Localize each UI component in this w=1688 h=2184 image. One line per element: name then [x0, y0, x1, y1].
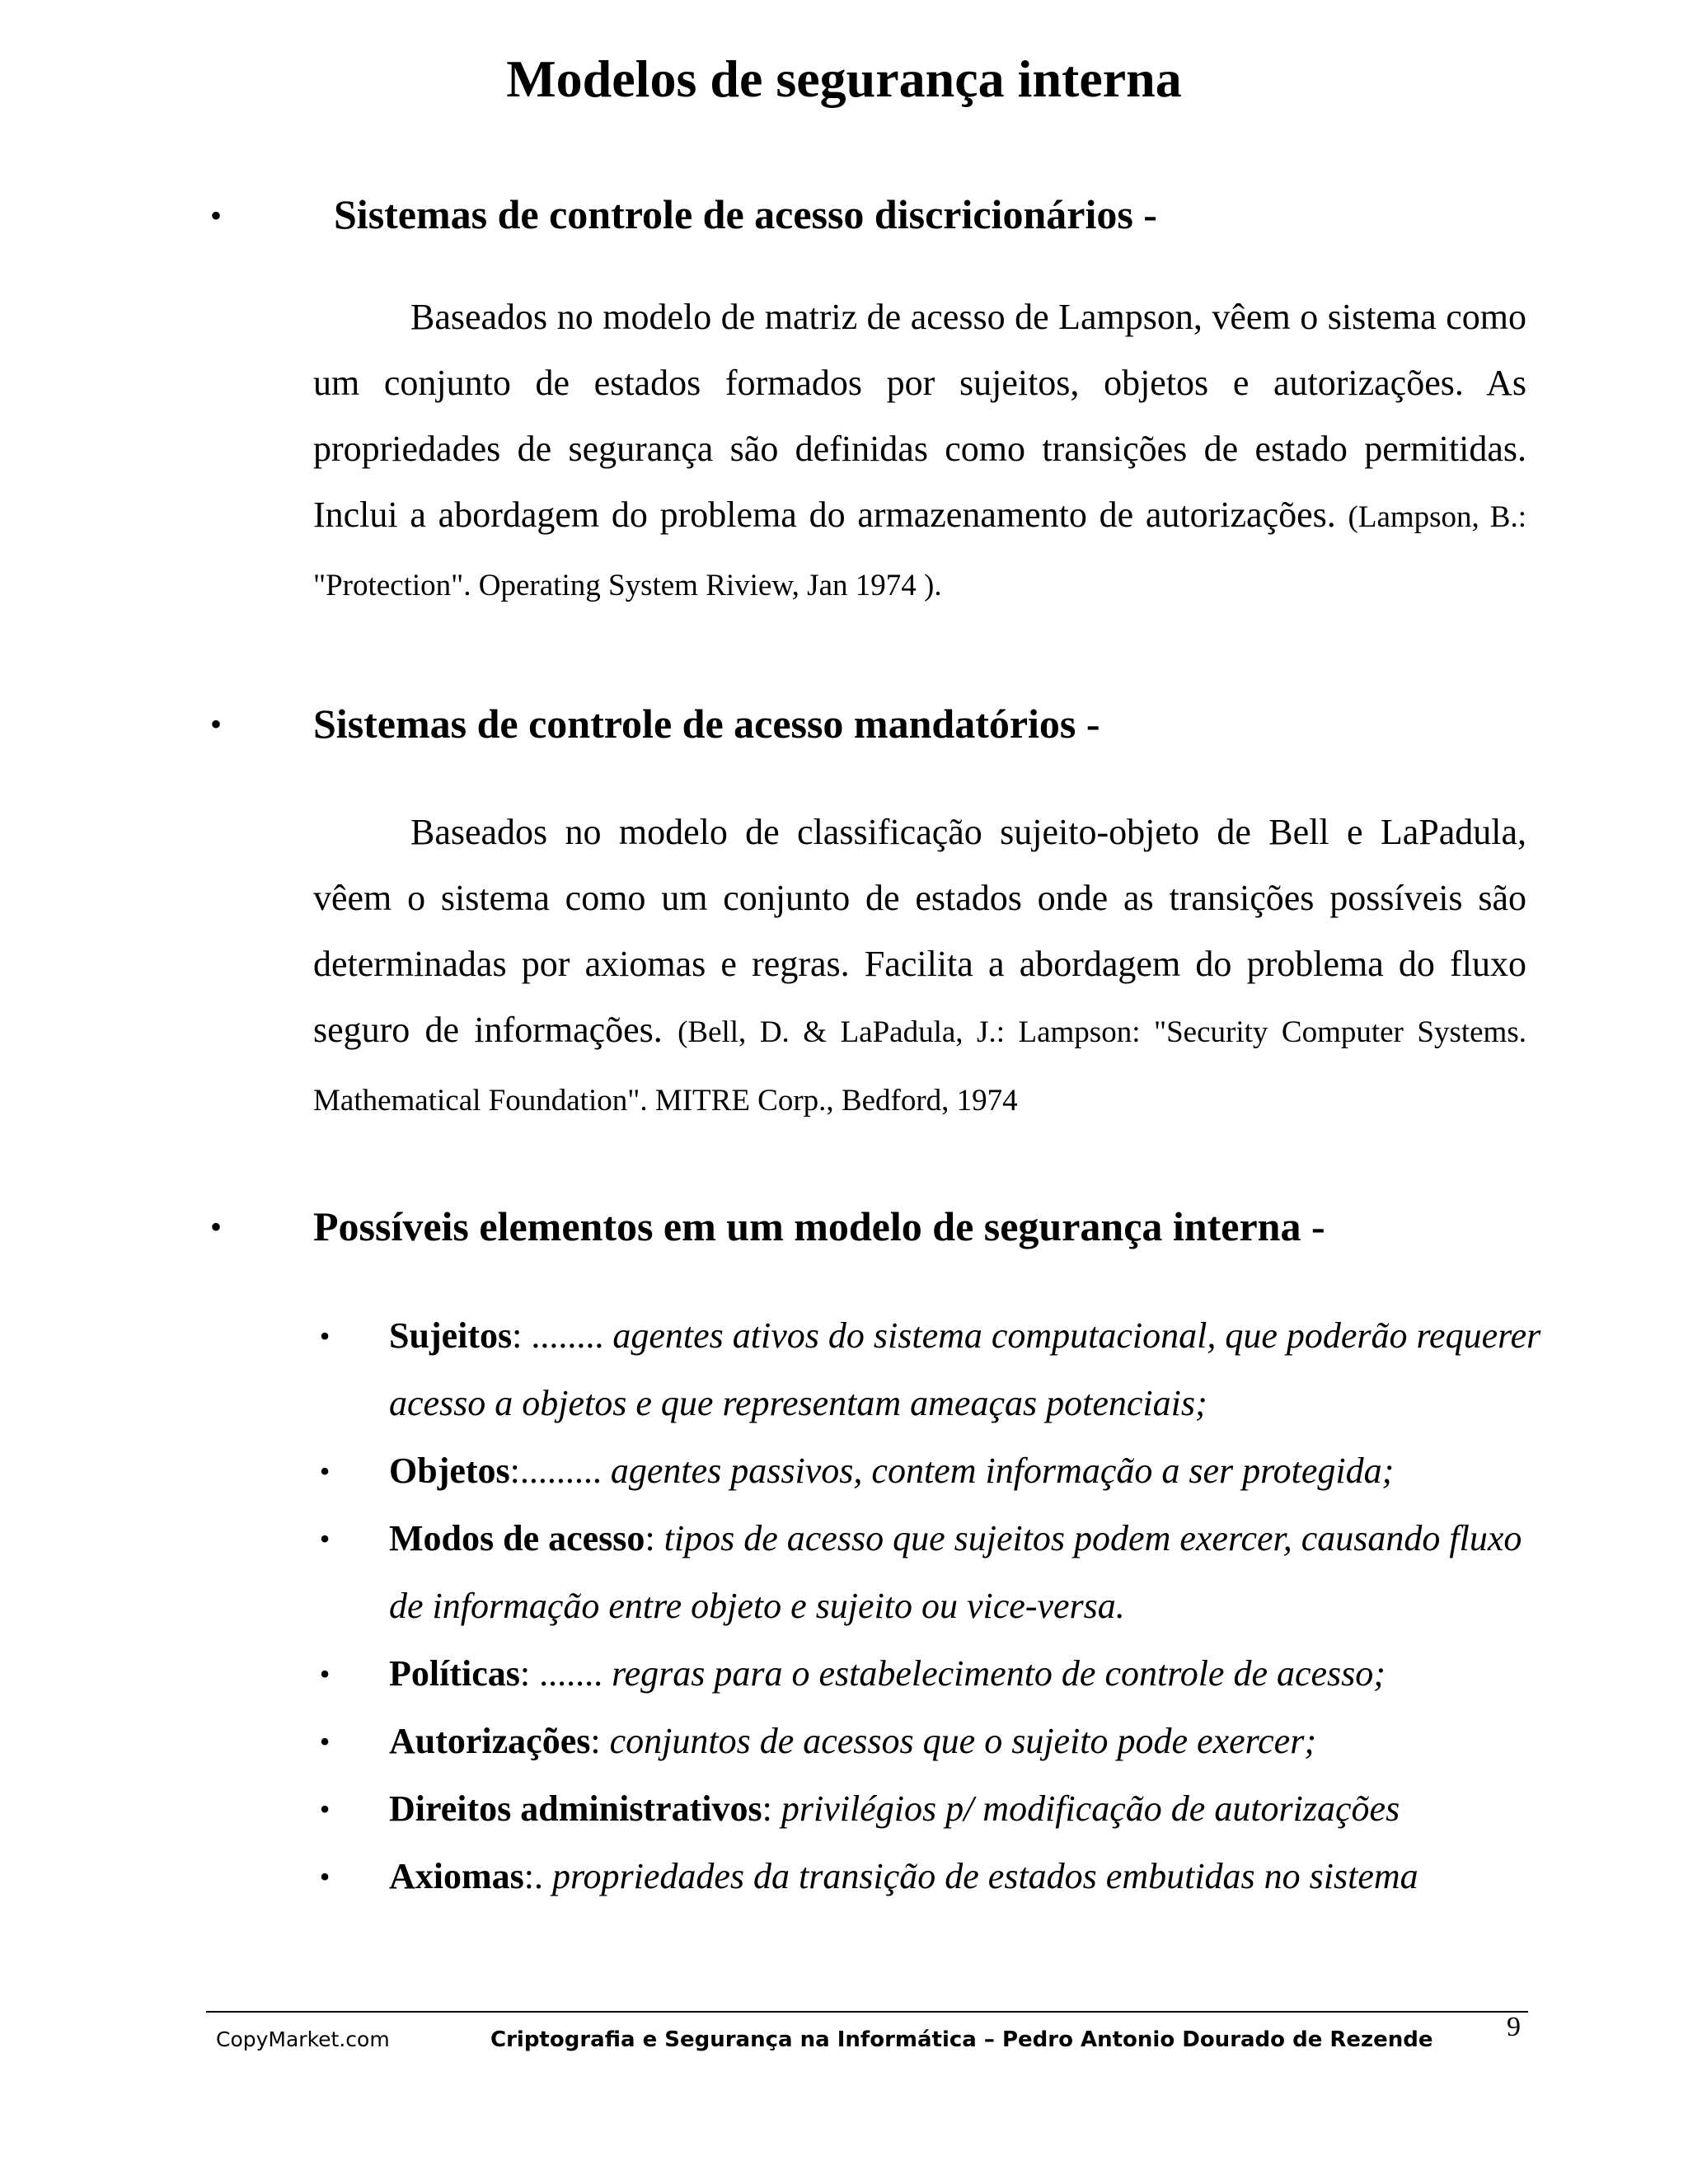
list-bullet: • [319, 1725, 331, 1758]
element-separator: :......... [509, 1451, 611, 1491]
reference-citation: (Lampson, B.: "Protection". Operating System Riview, Jan 1974 ). [313, 500, 1527, 602]
list-bullet: • [319, 1657, 331, 1690]
element-term: Modos de acesso [389, 1518, 645, 1558]
list-bullet: • [319, 1522, 331, 1555]
list-item [313, 1640, 1550, 1708]
element-description: privilégios p/ modificação de autorizações [781, 1788, 1400, 1829]
body-text: Baseados no modelo de classificação sujeito-objeto de Bell e LaPadula, vêem o sistema como um conjunto de estados onde as transições possíveis são determinadas por axiomas e regras. Facilita a abordagem do problema do fluxo seguro de informações. [313, 812, 1526, 1050]
element-term: Sujeitos [389, 1315, 513, 1356]
element-term: Axiomas [389, 1856, 524, 1896]
element-term: Políticas [389, 1653, 520, 1694]
element-description: agentes passivos, contem informação a ser protegida; [610, 1451, 1395, 1491]
element-separator: : [762, 1788, 781, 1829]
element-description: regras para o estabelecimento de controle de acesso; [612, 1653, 1386, 1694]
element-separator: : [590, 1721, 610, 1761]
elements-list [313, 1302, 1550, 1910]
element-separator: : [645, 1518, 664, 1558]
element-separator: : ....... [519, 1653, 612, 1694]
list-item [313, 1505, 1550, 1640]
element-term: Autorizações [389, 1721, 591, 1761]
list-item [313, 1775, 1550, 1843]
element-term: Direitos administrativos [389, 1788, 762, 1829]
section-bullet: • [209, 1208, 222, 1245]
section-heading-elements: Possíveis elementos em um modelo de segurança interna - [313, 1203, 1325, 1249]
page-number: 9 [1507, 2012, 1521, 2042]
list-bullet: • [319, 1455, 331, 1488]
body-text: Baseados no modelo de matriz de acesso de Lampson, vêem o sistema como um conjunto de estados formados por sujeitos, objetos e autorizações. As propriedades de segurança são definidas como transições de estado permitidas. Inclui a abordagem do problema do armazenamento de autorizações. [313, 297, 1526, 535]
element-separator: :. [523, 1856, 553, 1896]
section-bullet: • [209, 197, 222, 234]
section-body-discretionary [313, 284, 1526, 619]
list-item [313, 1708, 1550, 1775]
list-item [313, 1302, 1550, 1437]
section-heading-discretionary: Sistemas de controle de acesso discricionários - [334, 191, 1157, 237]
element-description: propriedades da transição de estados embutidas no sistema [552, 1856, 1418, 1896]
page-title: Modelos de segurança interna [506, 49, 1182, 108]
list-bullet: • [319, 1319, 331, 1352]
section-bullet: • [209, 705, 222, 743]
list-bullet: • [319, 1793, 331, 1825]
element-separator: : ........ [512, 1315, 613, 1356]
section-heading-mandatory: Sistemas de controle de acesso mandatórios - [313, 701, 1100, 747]
footer-book-title: Criptografia e Segurança na Informática – Pedro Antonio Dourado de Rezende [490, 2027, 1433, 2052]
element-term: Objetos [389, 1451, 510, 1491]
element-description: tipos de acesso que sujeitos podem exercer, causando fluxo de informação entre objeto e sujeito ou vice-versa. [389, 1518, 1522, 1626]
list-item [313, 1843, 1550, 1910]
list-item [313, 1437, 1550, 1505]
footer-divider [206, 2011, 1528, 2013]
list-bullet: • [319, 1860, 331, 1893]
footer-site: CopyMarket.com [216, 2027, 390, 2051]
element-description: conjuntos de acessos que o sujeito pode exercer; [609, 1721, 1316, 1761]
reference-citation: (Bell, D. & LaPadula, J.: Lampson: "Security Computer Systems. Mathematical Foundation". MITRE Corp., Bedford, 1974 [313, 1015, 1526, 1118]
element-description: agentes ativos do sistema computacional, que poderão requerer acesso a objetos e que representam ameaças potenciais; [389, 1315, 1541, 1423]
section-body-mandatory [313, 799, 1526, 1134]
